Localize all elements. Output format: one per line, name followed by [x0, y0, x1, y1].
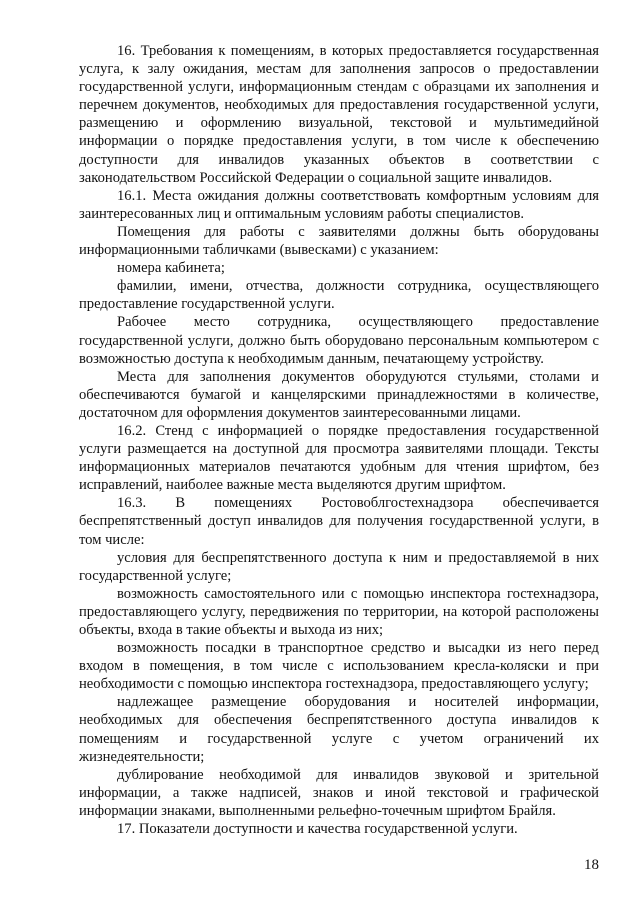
paragraph-form-filling-places: Места для заполнения документов оборудуются стульями, столами и обеспечиваются бумагой и канцелярскими принадлежностями в количестве, достаточном для оформления документов заинтересованными лицами. [79, 368, 599, 421]
paragraph-signs: Помещения для работы с заявителями должны быть оборудованы информационными табличками (вывесками) с указанием: [79, 223, 599, 259]
list-item-access-conditions: условия для беспрепятственного доступа к ним и предоставляемой в них государственной услуге; [79, 549, 599, 584]
document-body [79, 42, 599, 838]
list-item-movement: возможность самостоятельного или с помощью инспектора гостехнадзора, предоставляющего услугу, передвижения по территории, на которой расположены объекты, входа в такие объекты и выхода из них; [79, 585, 599, 638]
paragraph-16-2: 16.2. Стенд с информацией о порядке предоставления государственной услуги размещается на доступной для просмотра заявителями площади. Тексты информационных материалов печатаются удобным для чтения шрифтом, без исправлений, наиболее важные места выделяются другим шрифтом. [79, 422, 599, 494]
list-item-transport: возможность посадки в транспортное средство и высадки из него перед входом в помещения, в том числе с использованием кресла-коляски и при необходимости с помощью инспектора гостехнадзора, предоставляющего услугу; [79, 640, 599, 693]
paragraph-17-heading: 17. Показатели доступности и качества государственной услуги. [117, 821, 518, 838]
paragraph-16-3: 16.3. В помещениях Ростовоблгостехнадзора обеспечивается беспрепятственный доступ инвалидов для получения государственной услуги, в том числе: [79, 495, 599, 548]
list-item-equipment-placement: надлежащее размещение оборудования и носителей информации, необходимых для обеспечения беспрепятственного доступа инвалидов к помещениям и государственной услуге с учетом ограничений их жизнедеятельности; [79, 694, 599, 765]
list-item-room-number: номера кабинета; [117, 260, 225, 277]
page-number: 18 [584, 857, 599, 873]
list-item-employee-name: фамилии, имени, отчества, должности сотрудника, осуществляющего предоставление государственной услуги. [79, 278, 599, 313]
paragraph-16-1: 16.1. Места ожидания должны соответствовать комфортным условиям для заинтересованных лиц и оптимальным условиям работы специалистов. [79, 187, 599, 222]
paragraph-workplace: Рабочее место сотрудника, осуществляющего предоставление государственной услуги, должно быть оборудовано персональным компьютером с возможностью доступа к необходимым данным, печатающему устройству. [79, 314, 599, 367]
paragraph-16-heading: 16. Требования к помещениям, в которых предоставляется государственная услуга, к залу ожидания, местам для заполнения запросов о предоставлении государственной услуги, информационным стендам с образцами их заполнения и перечнем документов, необходимых для предоставления государственной услуги, размещению и оформлению визуальной, текстовой и мультимедийной информации о порядке предоставления услуги, в том числе к обеспечению доступности для инвалидов указанных объектов в соответствии с законодательством Российской Федерации о социальной защите инвалидов. [79, 43, 599, 186]
list-item-braille-duplication: дублирование необходимой для инвалидов звуковой и зрительной информации, а также надписей, знаков и иной текстовой и графической информации знаками, выполненными рельефно-точечным шрифтом Брайля. [79, 766, 599, 819]
